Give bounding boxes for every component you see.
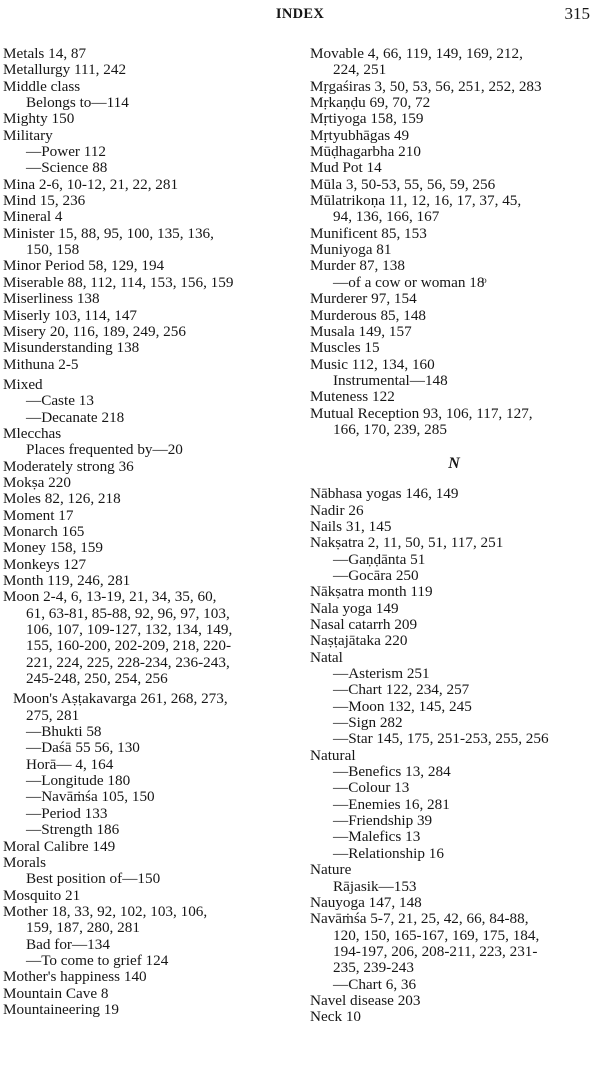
index-entry-continuation: 61, 63-81, 85-88, 92, 96, 97, 103, [26, 604, 230, 622]
index-subentry: Belongs to—114 [26, 94, 129, 112]
index-entry: Navel disease 203 [310, 991, 421, 1009]
index-entry: Monkeys 127 [3, 555, 87, 573]
index-entry-continuation: 120, 150, 165-167, 169, 175, 184, [333, 926, 540, 944]
index-entry: Moon's Aṣṭakavarga 261, 268, 273, [13, 690, 228, 708]
index-column-left [3, 46, 295, 1018]
index-entry: Mṛgaśiras 3, 50, 53, 56, 251, 252, 283 [310, 77, 542, 95]
index-group-n [310, 486, 598, 1025]
index-entry: Nadir 26 [310, 501, 364, 519]
index-entry-continuation: 150, 158 [26, 241, 80, 259]
index-entry: Mighty 150 [3, 110, 75, 128]
index-entry: Mountain Cave 8 [3, 984, 109, 1002]
index-entry: Nauyoga 147, 148 [310, 893, 422, 911]
index-entry: Mina 2-6, 10-12, 21, 22, 281 [3, 175, 179, 193]
index-entry: Nakṣatra 2, 11, 50, 51, 117, 251 [310, 534, 504, 552]
index-entry: Mineral 4 [3, 208, 63, 226]
index-entry: Minor Period 58, 129, 194 [3, 257, 165, 275]
index-subentry: —Bhukti 58 [26, 723, 102, 741]
index-entry: Mlecchas [3, 424, 62, 442]
index-column-right [310, 46, 598, 1026]
index-subentry: —Daśā 55 56, 130 [26, 739, 140, 757]
index-subentry: —Navāṁśa 105, 150 [26, 788, 155, 806]
index-entry-continuation: 221, 224, 225, 228-234, 236-243, [26, 653, 230, 671]
index-entry: Nasal catarrh 209 [310, 616, 418, 633]
index-entry: Misery 20, 116, 189, 249, 256 [3, 322, 186, 340]
index-entry: Mṛtiyoga 158, 159 [310, 110, 424, 128]
index-subentry: —Chart 6, 36 [333, 975, 417, 993]
index-entry: Murderer 97, 154 [310, 290, 417, 308]
index-entry: Nala yoga 149 [310, 599, 399, 617]
index-entry: Mithuna 2-5 [3, 355, 79, 373]
running-head [0, 4, 600, 26]
index-entry: Natal [310, 648, 343, 666]
index-entry: Navāṁśa 5-7, 21, 25, 42, 66, 84-88, [310, 910, 529, 928]
index-entry: Neck 10 [310, 1008, 362, 1026]
index-entry: Mutual Reception 93, 106, 117, 127, [310, 404, 533, 422]
index-entry: Musala 149, 157 [310, 322, 412, 340]
index-subentry: —Gocāra 250 [333, 566, 419, 584]
index-entry: Money 158, 159 [3, 539, 103, 557]
running-title: INDEX [275, 6, 325, 22]
index-entry: Miserliness 138 [3, 290, 100, 308]
index-entry: Mind 15, 236 [3, 192, 86, 210]
index-subentry: Horā— 4, 164 [26, 755, 114, 773]
index-entry: Miserable 88, 112, 114, 153, 156, 159 [3, 273, 234, 291]
index-entry: Minister 15, 88, 95, 100, 135, 136, [3, 224, 214, 242]
index-subentry: —of a cow or woman 18ͦ [333, 273, 485, 291]
index-entry: Murderous 85, 148 [310, 306, 427, 324]
index-entry-continuation: 245-248, 250, 254, 256 [26, 670, 168, 688]
index-entry: Nābhasa yogas 146, 149 [310, 485, 459, 503]
index-entry: Mūla 3, 50-53, 55, 56, 59, 256 [310, 175, 496, 193]
index-subentry: —Malefics 13 [333, 828, 421, 846]
index-subentry: —Science 88 [26, 159, 108, 177]
index-group-m-continued [310, 46, 598, 438]
index-subentry: —Colour 13 [333, 779, 410, 797]
index-entry: Natural [310, 746, 356, 764]
index-entry: Misunderstanding 138 [3, 339, 140, 357]
index-entry: Mūlatrikoṇa 11, 12, 16, 17, 37, 45, [310, 192, 522, 210]
index-entry-continuation: 235, 239-243 [333, 959, 414, 977]
index-entry: Mṛkaṇḍu 69, 70, 72 [310, 94, 431, 112]
index-entry: Mṛtyubhāgas 49 [310, 126, 410, 144]
index-subentry: —Strength 186 [26, 821, 120, 839]
index-subentry: —Moon 132, 145, 245 [333, 697, 472, 715]
index-entry: Month 119, 246, 281 [3, 572, 131, 589]
index-entry: Mother 18, 33, 92, 102, 103, 106, [3, 902, 208, 920]
index-entry: Miserly 103, 114, 147 [3, 306, 138, 324]
index-entry-continuation: 155, 160-200, 202-209, 218, 220- [26, 637, 232, 655]
index-entry: Mountaineering 19 [3, 1000, 119, 1018]
index-entry-continuation: 166, 170, 239, 285 [333, 420, 447, 438]
index-entry: Monarch 165 [3, 522, 85, 540]
section-letter-n: N [448, 455, 460, 473]
index-subentry: —To come to grief 124 [26, 951, 169, 969]
index-entry: Muscles 15 [310, 339, 380, 357]
index-entry-continuation: 224, 251 [333, 61, 387, 79]
index-entry: Moderately strong 36 [3, 457, 134, 475]
index-entry: Murder 87, 138 [310, 257, 405, 275]
index-subentry: —Period 133 [26, 804, 108, 822]
index-subentry: —Benefics 13, 284 [333, 763, 451, 781]
index-entry: Military [3, 126, 53, 144]
index-subentry: —Sign 282 [333, 714, 403, 732]
index-subentry: —Chart 122, 234, 257 [333, 681, 470, 699]
index-subentry: —Asterism 251 [333, 665, 430, 683]
index-entry: Mud Pot 14 [310, 159, 382, 177]
index-subentry: —Longitude 180 [26, 772, 131, 790]
index-entry: Movable 4, 66, 119, 149, 169, 212, [310, 45, 523, 62]
index-entry: Middle class [3, 77, 81, 95]
index-subentry: —Caste 13 [26, 392, 94, 410]
index-subentry: —Gaṇḍānta 51 [333, 550, 426, 568]
index-entry: Morals [3, 853, 47, 871]
index-entry: Mūḍhagarbha 210 [310, 143, 421, 161]
page-number: 315 [564, 4, 590, 23]
index-entry: Moon 2-4, 6, 13-19, 21, 34, 35, 60, [3, 588, 217, 606]
index-entry: Moral Calibre 149 [3, 837, 116, 855]
index-entry: Munificent 85, 153 [310, 224, 427, 242]
index-entry: Mixed [3, 375, 43, 393]
index-subentry: —Enemies 16, 281 [333, 795, 450, 813]
index-entry: Naṣṭajātaka 220 [310, 632, 408, 650]
index-entry: Muteness 122 [310, 388, 395, 406]
index-entry: Music 112, 134, 160 [310, 355, 435, 373]
index-entry: Nails 31, 145 [310, 517, 392, 535]
index-entry: Metallurgy 111, 242 [3, 61, 127, 79]
index-subentry: —Power 112 [26, 143, 107, 161]
index-entry-continuation: 106, 107, 109-127, 132, 134, 149, [26, 621, 233, 639]
index-subentry: —Star 145, 175, 251-253, 255, 256 [333, 730, 549, 748]
index-entry-continuation: 275, 281 [26, 706, 80, 724]
index-subentry: —Decanate 218 [26, 408, 125, 426]
index-entry: Mother's happiness 140 [3, 968, 147, 986]
index-subentry: Best position of—150 [26, 870, 161, 888]
index-entry: Mosquito 21 [3, 886, 81, 904]
index-entry: Mokṣa 220 [3, 473, 71, 491]
index-subentry: —Friendship 39 [333, 812, 433, 830]
index-entry-continuation: 159, 187, 280, 281 [26, 919, 140, 937]
index-entry: Muniyoga 81 [310, 241, 392, 259]
index-subentry: Bad for—134 [26, 935, 110, 953]
index-entry: Moles 82, 126, 218 [3, 490, 121, 508]
index-subentry: Places frequented by—20 [26, 441, 183, 459]
index-subentry: Rājasik—153 [333, 877, 417, 895]
index-entry-continuation: 194-197, 206, 208-211, 223, 231- [333, 942, 538, 960]
index-entry: Nature [310, 861, 352, 879]
index-entry: Moment 17 [3, 506, 74, 524]
index-subentry: —Relationship 16 [333, 844, 444, 862]
index-entry: Metals 14, 87 [3, 45, 87, 62]
index-entry-continuation: 94, 136, 166, 167 [333, 208, 440, 226]
index-subentry: Instrumental—148 [333, 371, 448, 389]
index-entry: Nākṣatra month 119 [310, 583, 433, 601]
